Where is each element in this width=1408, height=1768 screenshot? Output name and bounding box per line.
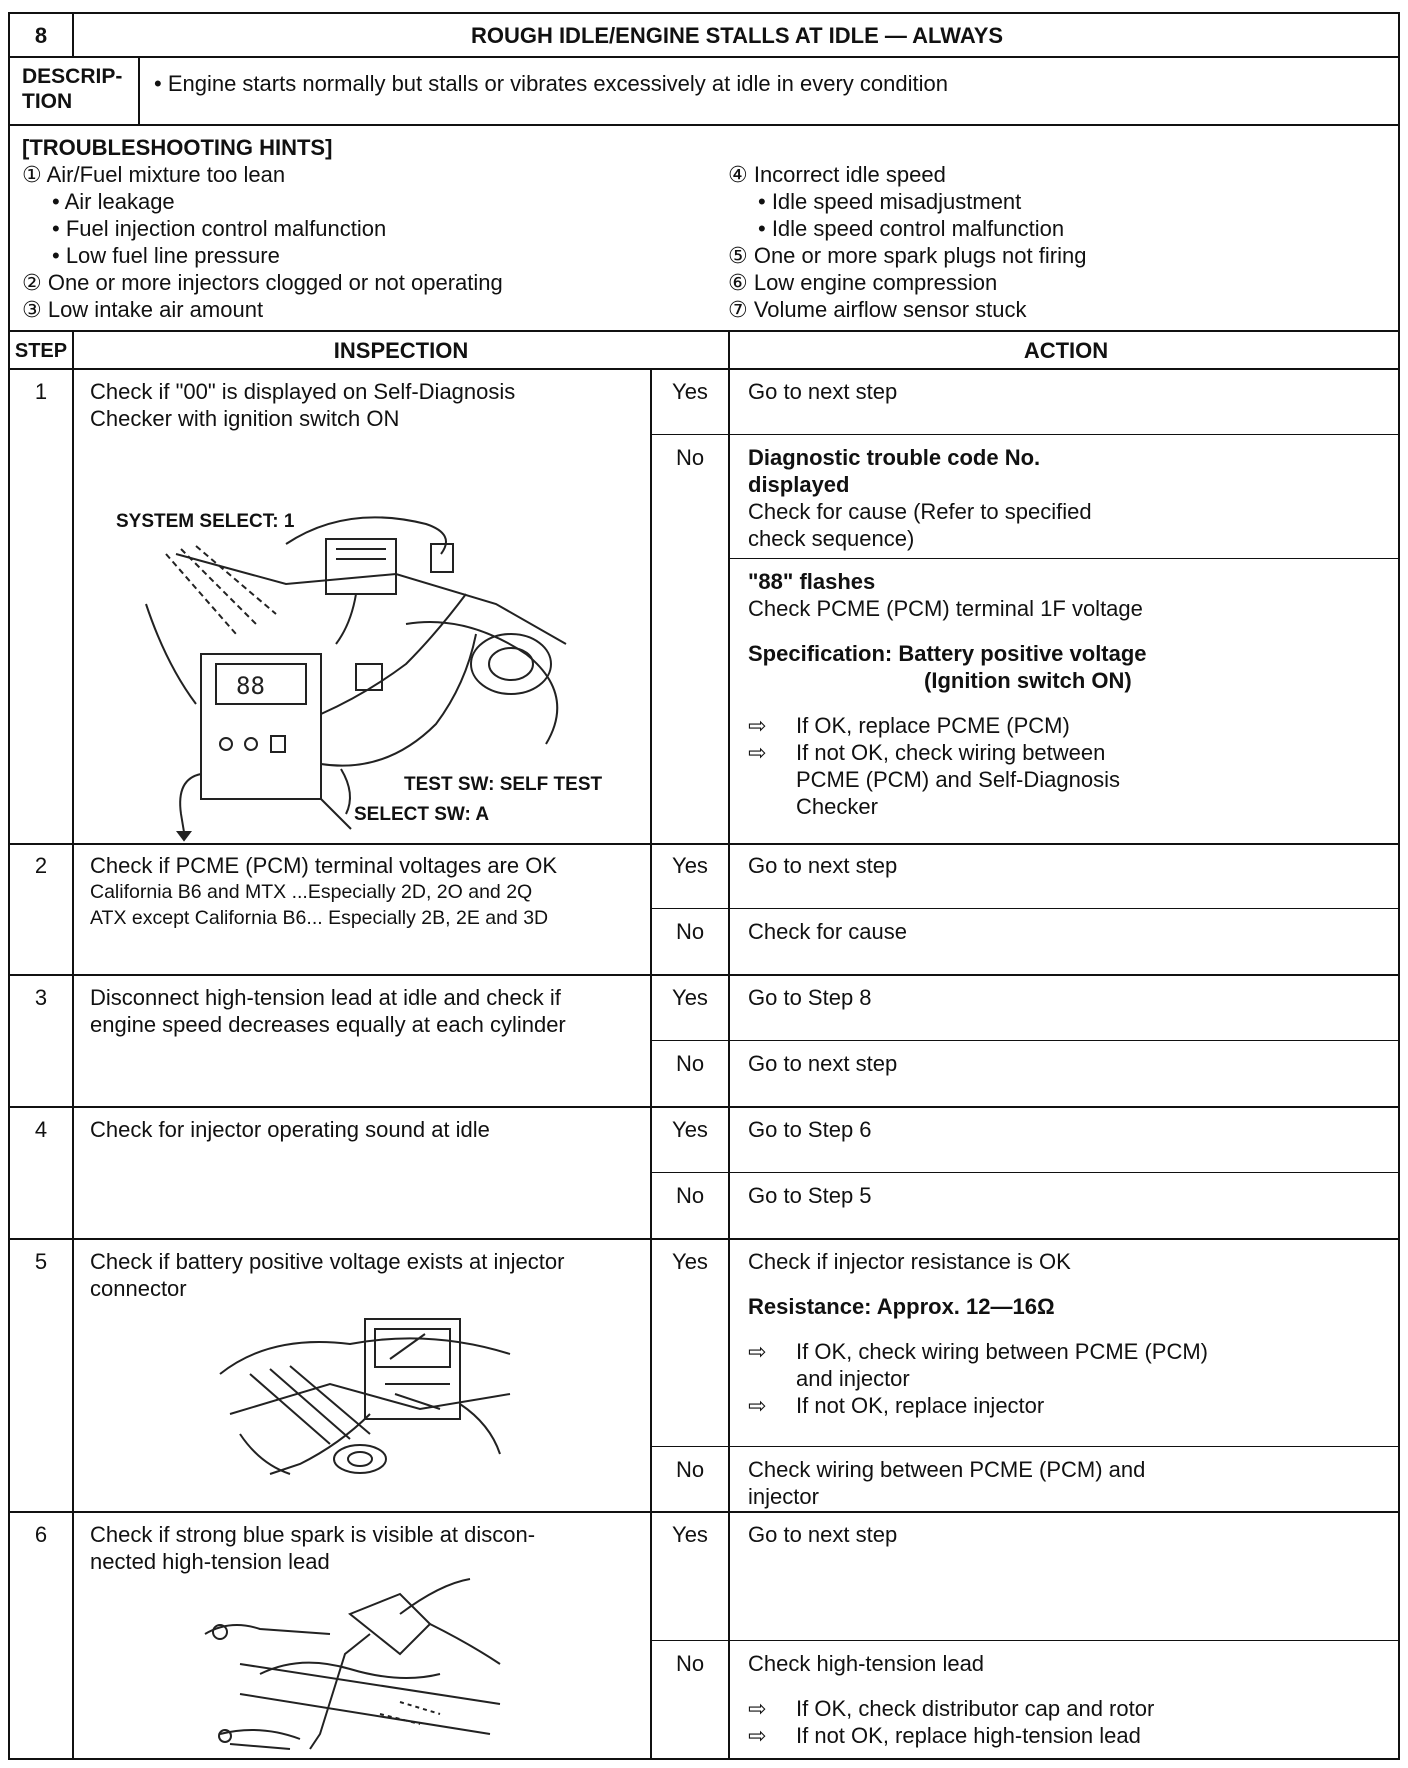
step-5-no-action: Check wiring between PCME (PCM) and injector <box>748 1457 1146 1509</box>
section-number: 8 <box>34 23 48 48</box>
step-2-no: No <box>675 919 705 944</box>
svg-text:88: 88 <box>236 672 265 700</box>
step-5-yes-action: Check if injector resistance is OK Resistance: Approx. 12—16Ω ⇨ If OK, check wiring between PCME (PCM) and injector ⇨ If not OK, replace injector <box>748 1249 1209 1418</box>
page-title: ROUGH IDLE/ENGINE STALLS AT IDLE — ALWAYS <box>470 23 1004 48</box>
step-3-yes: Yes <box>672 985 708 1010</box>
step-3-yes-action: Go to Step 8 <box>748 985 872 1010</box>
col-action: ACTION <box>1023 338 1109 363</box>
arrow-icon: ⇨ <box>748 1339 767 1364</box>
arrow-icon: ⇨ <box>748 1393 767 1418</box>
step-1-no-a: Diagnostic trouble code No. displayed Check for cause (Refer to specified check sequence) <box>748 445 1092 551</box>
arrow-icon: ⇨ <box>748 713 767 738</box>
step-1-number: 1 <box>34 379 48 404</box>
step-4-inspection: Check for injector operating sound at idle <box>90 1117 490 1142</box>
injector-drawing <box>210 1314 530 1479</box>
step-3-inspection: Disconnect high-tension lead at idle and check if engine speed decreases equally at each cylinder <box>90 985 566 1037</box>
step-4-no: No <box>675 1183 705 1208</box>
arrow-icon: ⇨ <box>748 1696 767 1721</box>
step-3-no-action: Go to next step <box>748 1051 898 1076</box>
step-4-no-action: Go to Step 5 <box>748 1183 872 1208</box>
step-6-yes: Yes <box>672 1522 708 1547</box>
step-1-yes: Yes <box>672 379 708 404</box>
step-2-yes-action: Go to next step <box>748 853 898 878</box>
step-4-number: 4 <box>34 1117 48 1142</box>
step-5-inspection: Check if battery positive voltage exists at injector connector <box>90 1249 565 1301</box>
step-3-no: No <box>675 1051 705 1076</box>
hints-title: [TROUBLESHOOTING HINTS] <box>22 135 333 160</box>
step-5-no: No <box>675 1457 705 1482</box>
step-5-yes: Yes <box>672 1249 708 1274</box>
step-2-number: 2 <box>34 853 48 878</box>
col-step: STEP <box>14 340 68 362</box>
hints-left: ① Air/Fuel mixture too lean • Air leakage • Fuel injection control malfunction • Low fuel line pressure ② One or more injectors clogged or not operating ③ Low intake air amount <box>22 162 503 322</box>
step-1-no: No <box>675 445 705 470</box>
step-4-yes-action: Go to Step 6 <box>748 1117 872 1142</box>
step-2-yes: Yes <box>672 853 708 878</box>
system-select-label: SYSTEM SELECT: 1 <box>116 511 295 532</box>
test-sw-label: TEST SW: SELF TEST <box>404 774 603 795</box>
arrow-icon: ⇨ <box>748 1723 767 1748</box>
injector-voltage-illustration <box>210 1314 530 1479</box>
step-1-no-b: "88" flashes Check PCME (PCM) terminal 1F voltage Specification: Battery positive voltage (Ignition switch ON) ⇨ If OK, replace PCME (PCM) ⇨ If not OK, check wiring between PCME (PCM) and Self-Diagnosis Checker <box>748 569 1147 819</box>
step-4-yes: Yes <box>672 1117 708 1142</box>
step-6-yes-action: Go to next step <box>748 1522 898 1547</box>
step-6-no-action: Check high-tension lead ⇨ If OK, check distributor cap and rotor ⇨ If not OK, replace high-tension lead <box>748 1651 1155 1748</box>
step-2-no-action: Check for cause <box>748 919 907 944</box>
step-1-inspection: Check if "00" is displayed on Self-Diagnosis Checker with ignition switch ON <box>90 379 516 431</box>
troubleshooting-sheet <box>8 12 1400 1760</box>
spark-drawing <box>200 1574 520 1756</box>
step-6-inspection: Check if strong blue spark is visible at discon- nected high-tension lead <box>90 1522 536 1574</box>
col-inspection: INSPECTION <box>333 338 469 363</box>
spark-check-illustration <box>200 1574 520 1756</box>
arrow-icon: ⇨ <box>748 740 767 765</box>
hints-right: ④ Incorrect idle speed • Idle speed misadjustment • Idle speed control malfunction ⑤ One or more spark plugs not firing ⑥ Low engine compression ⑦ Volume airflow sensor stuck <box>728 162 1087 322</box>
step-6-no: No <box>675 1651 705 1676</box>
step-6-number: 6 <box>34 1522 48 1547</box>
step-5-number: 5 <box>34 1249 48 1274</box>
description-label: DESCRIP- TION <box>22 65 123 113</box>
select-sw-label: SELECT SW: A <box>354 804 490 825</box>
description-text: • Engine starts normally but stalls or vibrates excessively at idle in every condition <box>154 71 948 96</box>
step-3-number: 3 <box>34 985 48 1010</box>
step-2-inspection: Check if PCME (PCM) terminal voltages are OK California B6 and MTX ...Especially 2D, 2O and 2Q ATX except California B6... Especially 2B, 2E and 3D <box>90 853 558 929</box>
step-1-yes-action: Go to next step <box>748 379 898 404</box>
